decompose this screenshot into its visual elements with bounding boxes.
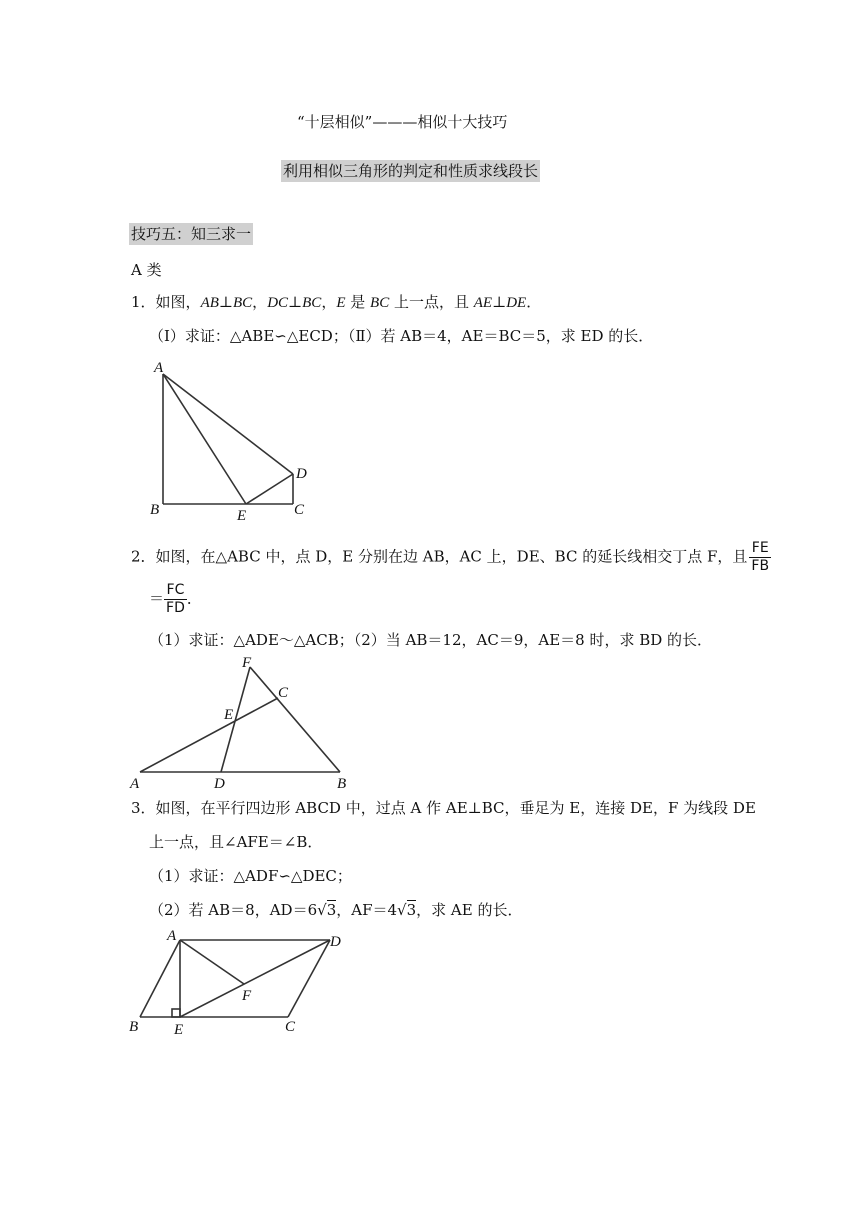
text: 是: [345, 293, 371, 311]
sqrt-radicand: 3: [406, 901, 417, 919]
problem-3-part1: （1）求证：△ADF∽△DEC；: [149, 867, 352, 885]
label-d: D: [330, 934, 341, 950]
section-title-highlight: 技巧五：知三求一: [131, 225, 252, 243]
problem-3-text: 如图，在平行四边形 ABCD 中，过点 A 作 AE⊥BC，垂足为 E，连接 DE，F 为线段 DE: [155, 799, 756, 817]
var: AE: [473, 295, 493, 311]
doc-title: “十层相似”———相似十大技巧: [297, 113, 508, 131]
part2-lead: （2）若 AB＝8，AD＝6: [149, 901, 318, 919]
frac-num: FC: [164, 582, 187, 600]
var: BC: [370, 295, 390, 311]
label-d: D: [214, 776, 225, 792]
part2-tail: ，求 AE 的长．: [416, 901, 523, 919]
frac-den: FD: [166, 600, 185, 616]
segment-ab: [140, 940, 180, 1017]
equals: ＝: [149, 589, 165, 608]
label-e: E: [237, 508, 247, 524]
part2-mid: ，AF＝4: [336, 901, 398, 919]
label-c: C: [285, 1019, 296, 1035]
var: BC: [302, 295, 322, 311]
problem-number: 3．: [131, 799, 156, 817]
right-angle-mark: [172, 1009, 180, 1017]
subtitle-highlight: 利用相似三角形的判定和性质求线段长: [283, 162, 539, 180]
problem-1-parts: （I）求证：△ABE∽△ECD；（Ⅱ）若 AB＝4，AE＝BC＝5，求 ED 的长．: [149, 327, 654, 345]
category-label: A 类: [131, 261, 162, 279]
label-c: C: [294, 502, 305, 518]
label-e: E: [174, 1022, 184, 1038]
label-f: F: [242, 655, 252, 671]
label-b: B: [129, 1019, 139, 1035]
text: ，: [321, 293, 337, 311]
problem-2-parts: （1）求证：△ADE～△ACB；（2）当 AB＝12，AC＝9，AE＝8 时，求 BD 的长．: [149, 631, 713, 649]
text: 如图，: [155, 293, 201, 311]
segment-af: [180, 940, 244, 984]
sqrt-radicand: 3: [326, 901, 337, 919]
label-a: A: [130, 776, 140, 792]
var: BC: [233, 295, 253, 311]
problem-2-text: 如图，在△ABC 中，点 D，E 分别在边 AB，AC 上，DE、BC 的延长线相交丁点 F，且: [155, 547, 748, 566]
frac-den: FB: [751, 558, 770, 574]
var: DE: [506, 295, 527, 311]
label-c: C: [278, 685, 289, 701]
var: AB: [200, 295, 219, 311]
label-b: B: [150, 502, 160, 518]
text: ⊥: [492, 293, 507, 311]
segment-ed: [180, 940, 330, 1017]
sqrt-sign: √: [317, 901, 327, 919]
frac-num: FE: [749, 540, 771, 558]
text: 上一点，且: [389, 293, 474, 311]
label-a: A: [167, 928, 177, 944]
label-d: D: [296, 466, 307, 482]
text: ⊥: [218, 293, 233, 311]
problem-3-line2: 上一点，且∠AFE＝∠B．: [149, 833, 323, 851]
label-b: B: [337, 776, 347, 792]
label-a: A: [154, 360, 164, 376]
text: ⊥: [288, 293, 303, 311]
var: E: [336, 295, 346, 311]
problem-number: 1．: [131, 293, 156, 311]
text: ．: [526, 293, 542, 311]
var: DC: [267, 295, 289, 311]
sqrt-sign: √: [397, 901, 407, 919]
label-e: E: [224, 707, 234, 723]
problem-number: 2．: [131, 547, 156, 566]
period: ．: [186, 589, 202, 608]
text: ，: [252, 293, 268, 311]
label-f: F: [242, 988, 252, 1004]
